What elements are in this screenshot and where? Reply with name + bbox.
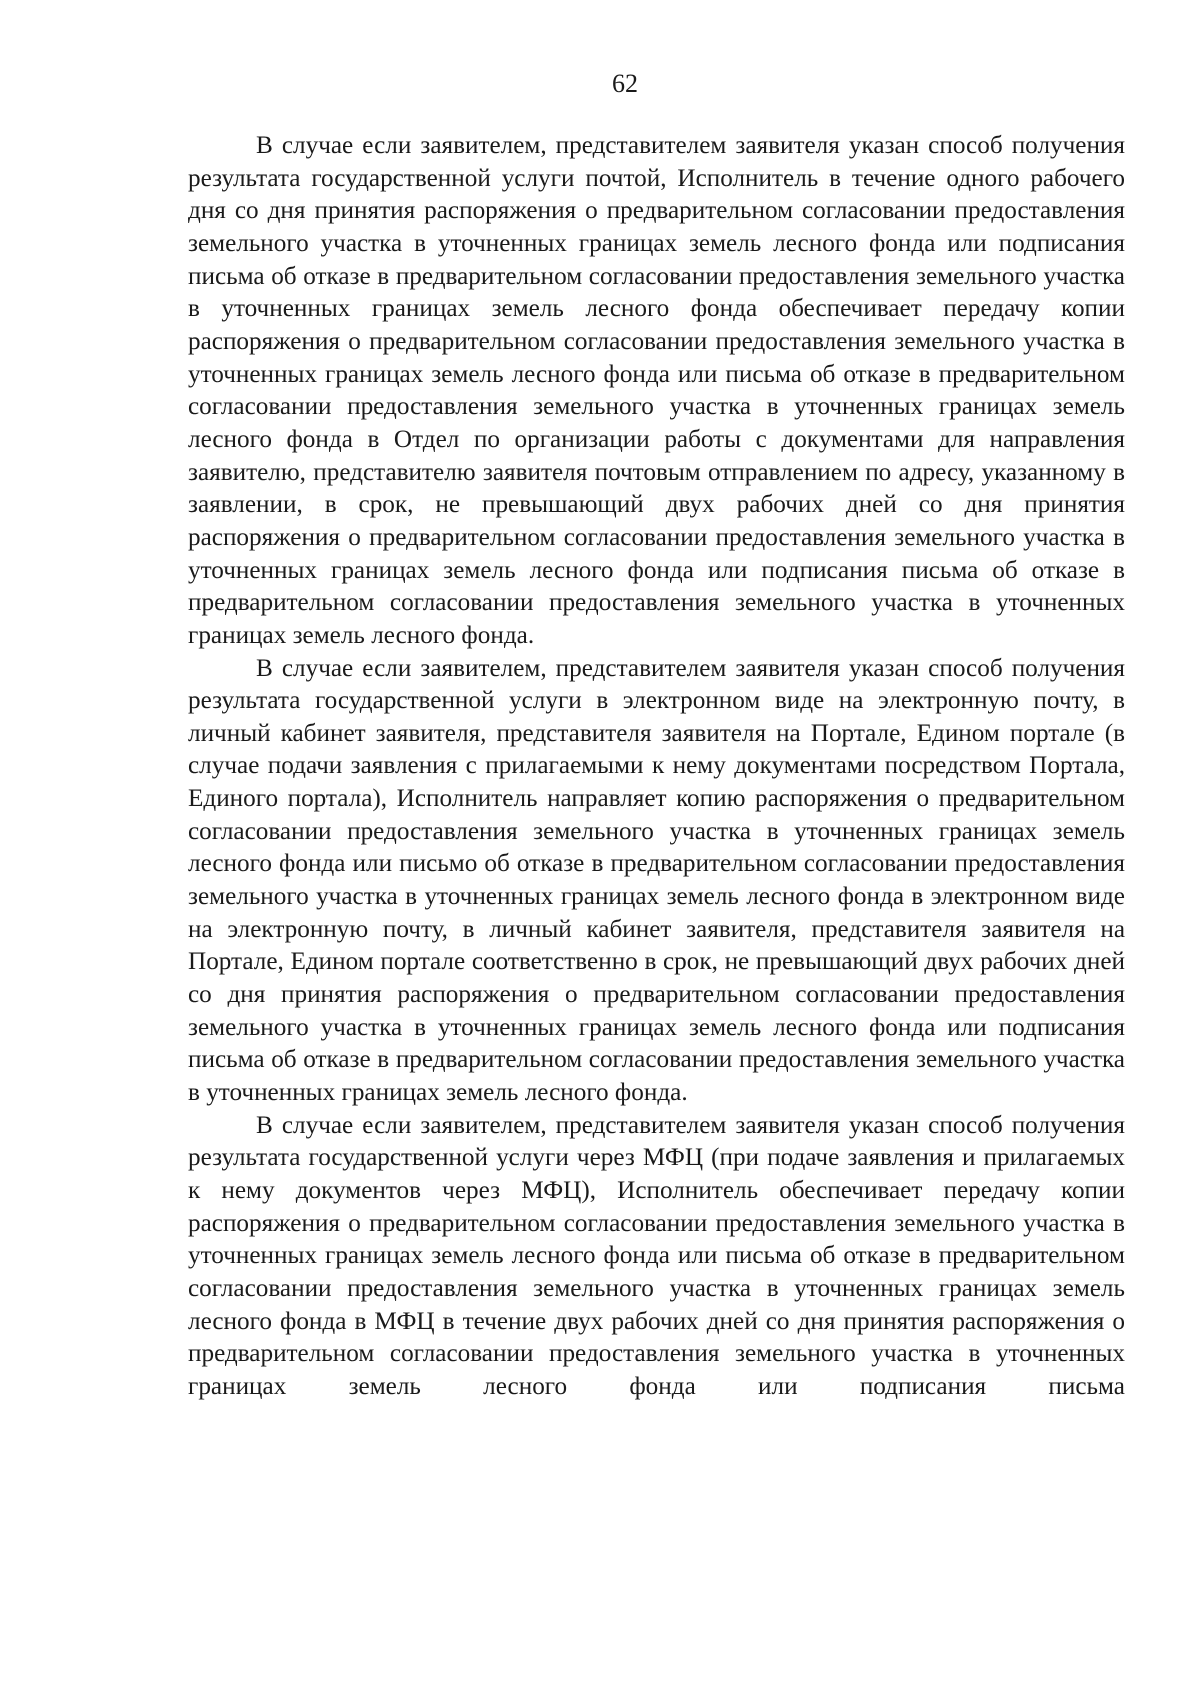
- paragraph-electronic-delivery: В случае если заявителем, представителем заявителя указан способ получения результата государственной услуги в электронном виде на электронную почту, в личный кабинет заявителя, представителя заявителя на Портале, Едином портале (в случае подачи заявления с прилагаемыми к нему документами посредством Портала, Единого портала), Исполнитель направляет копию распоряжения о предварительном согласовании предоставления земельного участка в уточненных границах земель лесного фонда или письмо об отказе в предварительном согласовании предоставления земельного участка в уточненных границах земель лесного фонда в электронном виде на электронную почту, в личный кабинет заявителя, представителя заявителя на Портале, Едином портале соответственно в срок, не превышающий двух рабочих дней со дня принятия распоряжения о предварительном согласовании предоставления земельного участка в уточненных границах земель лесного фонда или подписания письма об отказе в предварительном согласовании предоставления земельного участка в уточненных границах земель лесного фонда.: [188, 654, 1125, 1107]
- page-number: 62: [612, 69, 638, 98]
- paragraph-mfc-delivery: В случае если заявителем, представителем заявителя указан способ получения результата государственной услуги через МФЦ (при подаче заявления и прилагаемых к нему документов через МФЦ), Исполнитель обеспечивает передачу копии распоряжения о предварительном согласовании предоставления земельного участка в уточненных границах земель лесного фонда или письма об отказе в предварительном согласовании предоставления земельного участка в уточненных границах земель лесного фонда в МФЦ в течение двух рабочих дней со дня принятия распоряжения о предварительном согласовании предоставления земельного участка в уточненных границах земель лесного фонда или подписания письма: [188, 1111, 1125, 1400]
- paragraph-mail-delivery: В случае если заявителем, представителем заявителя указан способ получения результата государственной услуги почтой, Исполнитель в течение одного рабочего дня со дня принятия распоряжения о предварительном согласовании предоставления земельного участка в уточненных границах земель лесного фонда или подписания письма об отказе в предварительном согласовании предоставления земельного участка в уточненных границах земель лесного фонда обеспечивает передачу копии распоряжения о предварительном согласовании предоставления земельного участка в уточненных границах земель лесного фонда или письма об отказе в предварительном согласовании предоставления земельного участка в уточненных границах земель лесного фонда в Отдел по организации работы с документами для направления заявителю, представителю заявителя почтовым отправлением по адресу, указанному в заявлении, в срок, не превышающий двух рабочих дней со дня принятия распоряжения о предварительном согласовании предоставления земельного участка в уточненных границах земель лесного фонда или подписания письма об отказе в предварительном согласовании предоставления земельного участка в уточненных границах земель лесного фонда.: [188, 132, 1125, 649]
- document-body: [188, 130, 1125, 1404]
